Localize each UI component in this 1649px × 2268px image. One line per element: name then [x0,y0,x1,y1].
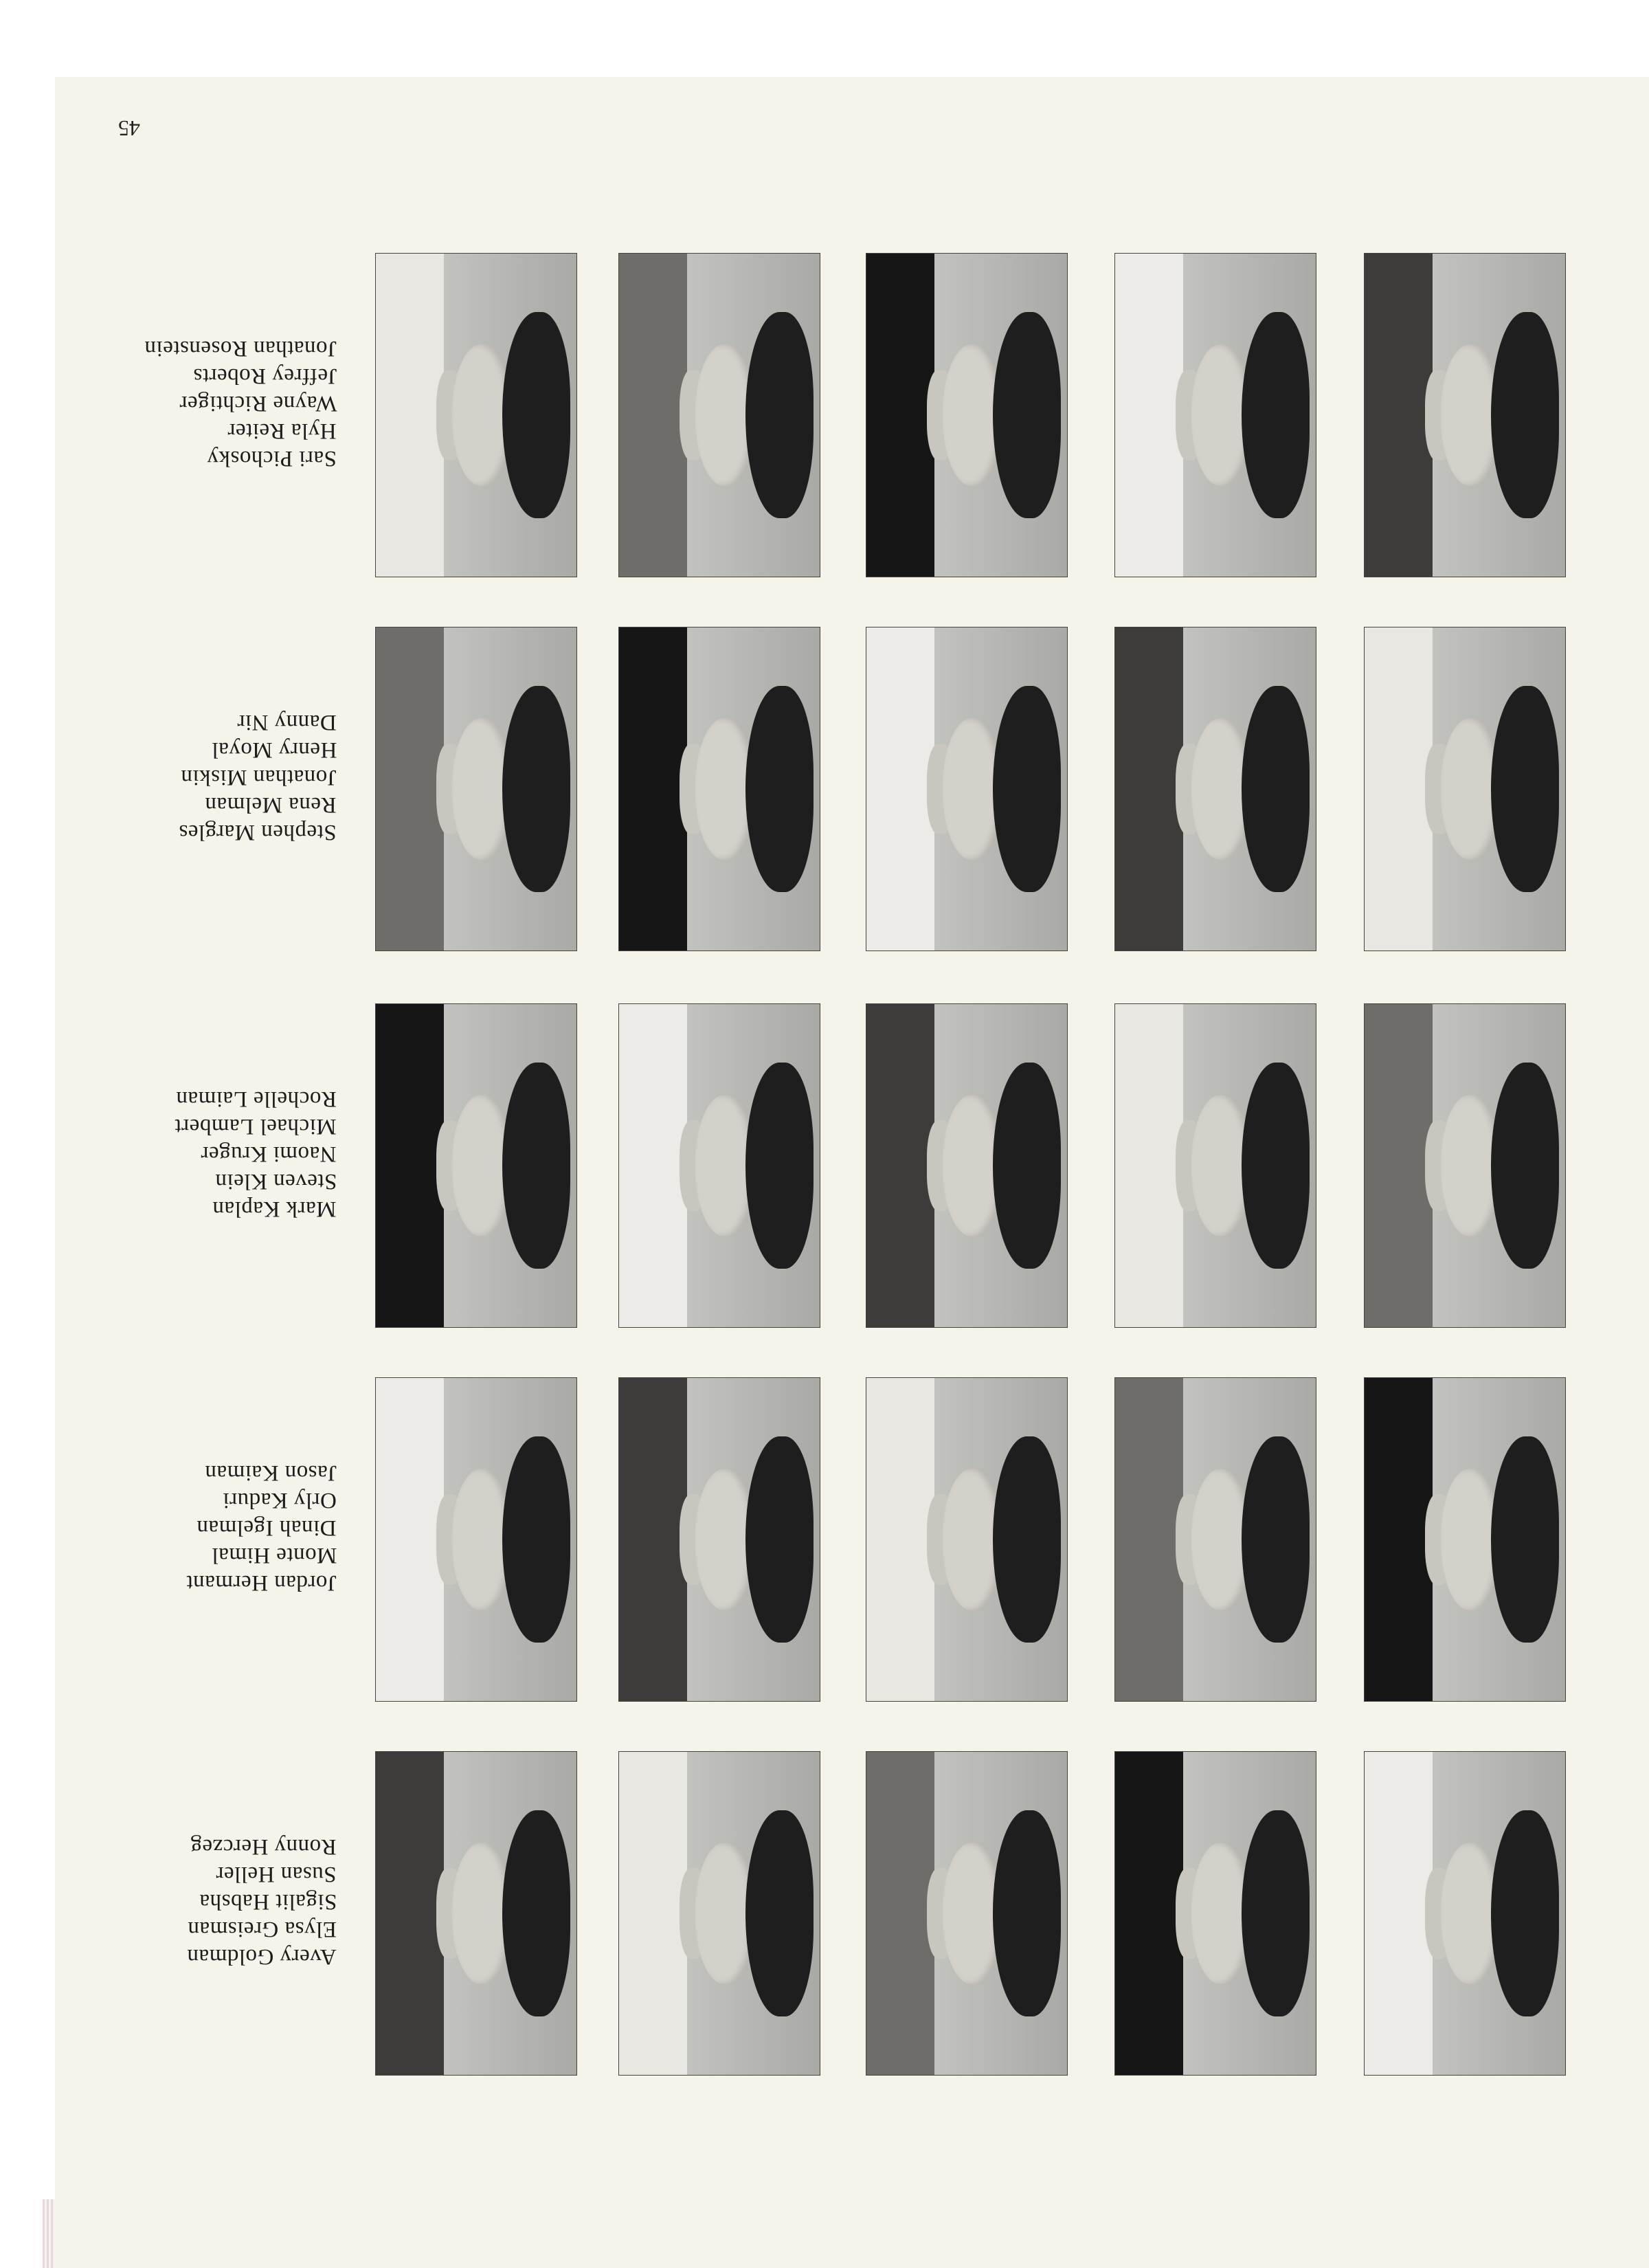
student-name: Jason Kaiman [204,1460,337,1485]
portrait-row [0,253,1649,576]
student-portrait [866,627,1068,951]
student-name: Stephen Margles [179,820,337,845]
student-portrait [1114,1377,1316,1702]
student-portrait [618,1377,820,1702]
student-name: Dinah Igelman [197,1515,337,1540]
student-name: Wayne Richtiger [179,391,337,416]
student-name: Danny Nir [237,710,337,735]
student-name: Jonathan Rosenstein [144,336,337,361]
student-name: Rochelle Laiman [176,1087,337,1111]
portrait-row [0,627,1649,950]
name-list [117,253,337,471]
student-name: Jonathan Miskin [181,765,337,790]
student-portrait [618,1751,820,2076]
student-name: Jordan Hermant [186,1570,337,1595]
student-portrait [1364,1751,1566,2076]
student-name: Avery Goldman [187,1944,337,1969]
student-name: Sigalit Habsha [199,1889,337,1914]
student-portrait [618,627,820,951]
student-portrait [375,627,577,951]
portrait-row [0,1751,1649,2074]
student-name: Susan Heller [216,1862,337,1887]
student-portrait [375,253,577,577]
name-list [117,1003,337,1221]
student-portrait [866,253,1068,577]
name-list [117,627,337,845]
student-portrait [1114,1751,1316,2076]
student-name: Naomi Kruger [201,1142,337,1166]
student-name: Sari Pichosky [207,446,337,471]
name-list [117,1377,337,1595]
student-name: Rena Melman [205,792,337,817]
student-portrait [375,1003,577,1328]
student-portrait [375,1377,577,1702]
student-portrait [866,1751,1068,2076]
portrait-row [0,1003,1649,1326]
student-name: Michael Lambert [175,1114,337,1139]
student-name: Jeffrey Roberts [192,364,337,388]
scan-edge-strip [43,2199,55,2268]
student-portrait [1114,627,1316,951]
student-portrait [866,1377,1068,1702]
student-portrait [618,253,820,577]
student-name: Mark Kaplan [212,1197,337,1221]
student-name: Steven Klein [214,1169,337,1194]
student-portrait [1364,1377,1566,1702]
student-portrait [618,1003,820,1328]
student-portrait [1364,627,1566,951]
name-list [117,1751,337,1969]
student-portrait [1114,253,1316,577]
student-name: Hyla Reiter [227,419,337,443]
student-name: Orly Kaduri [223,1488,337,1513]
student-portrait [1114,1003,1316,1328]
portrait-row [0,1377,1649,1700]
student-name: Henry Moyal [211,737,337,762]
student-portrait [866,1003,1068,1328]
student-name: Elysa Greisman [188,1917,337,1942]
student-portrait [1364,253,1566,577]
student-name: Ronny Herczeg [190,1834,337,1859]
page-number: 45 [118,116,140,141]
student-name: Monte Himal [211,1543,337,1568]
student-portrait [1364,1003,1566,1328]
student-portrait [375,1751,577,2076]
